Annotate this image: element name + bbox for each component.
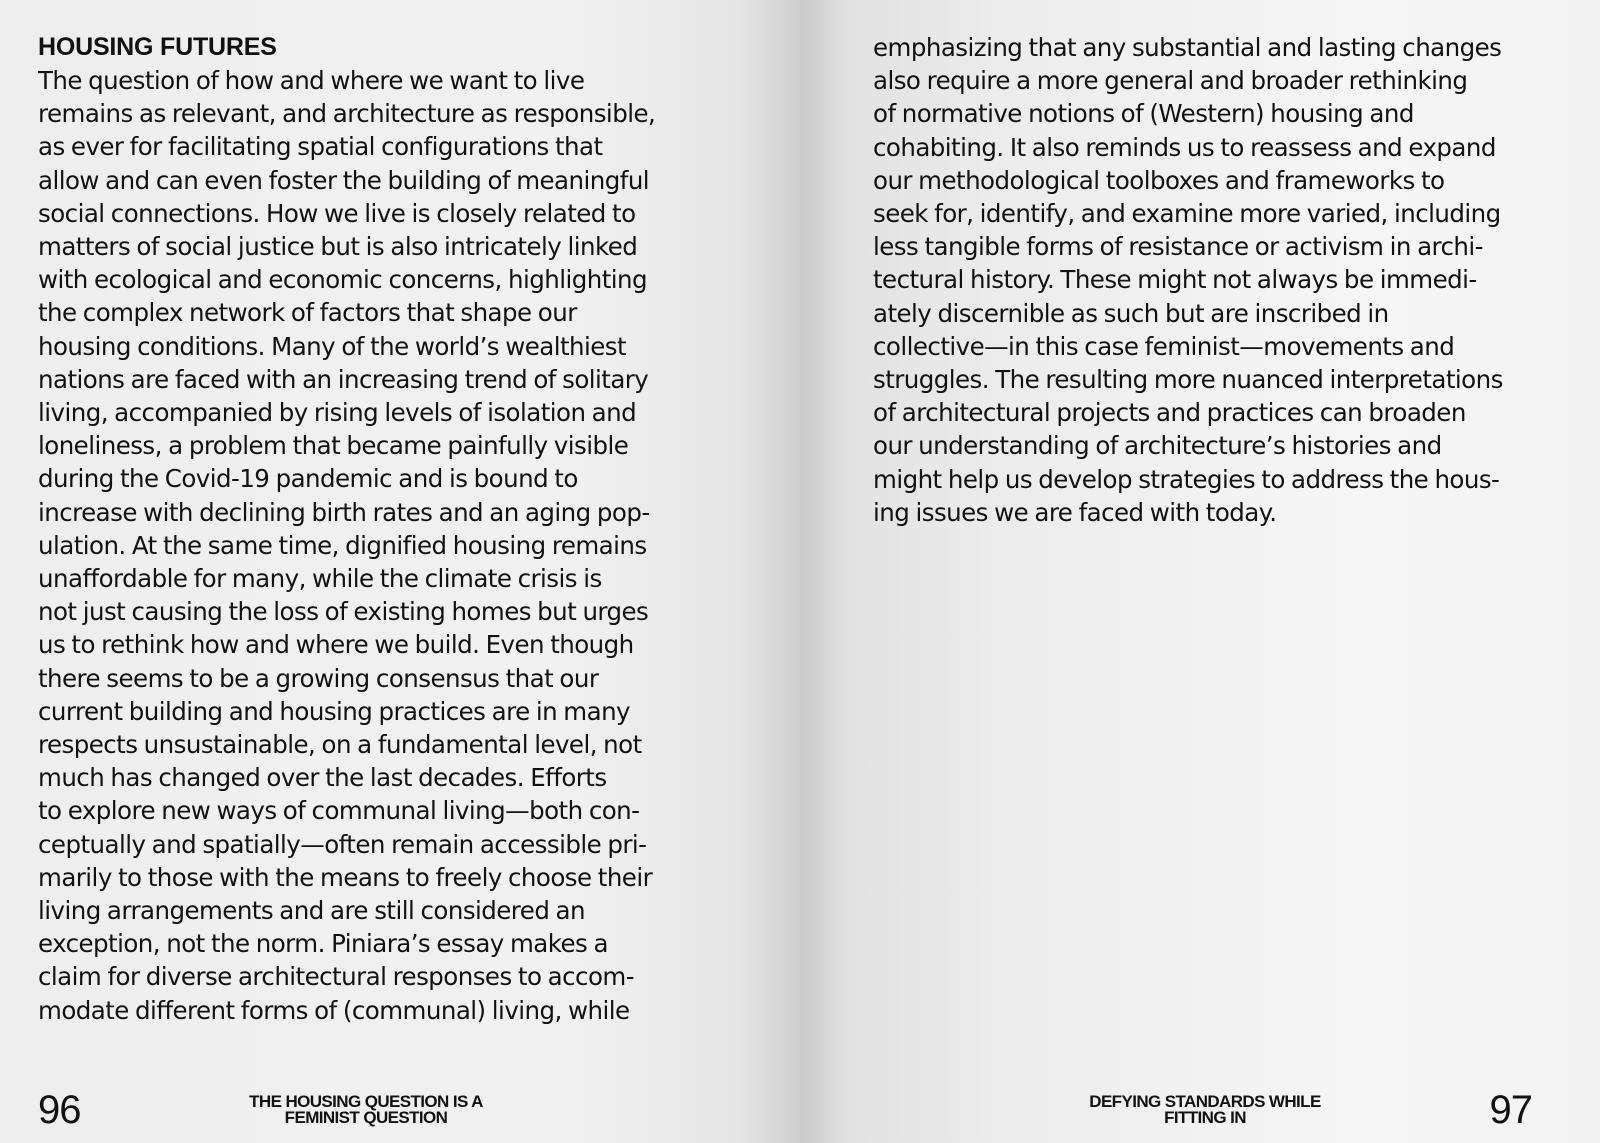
left-body-text [38, 64, 758, 1027]
text-line: matters of social justice but is also intricately linked [38, 232, 638, 262]
running-head-line: DEFYING STANDARDS WHILE [1089, 1092, 1321, 1111]
text-line: remains as relevant, and architecture as responsible, [38, 99, 656, 129]
text-line: struggles. The resulting more nuanced interpretations [873, 365, 1503, 395]
text-line: with ecological and economic concerns, highlighting [38, 265, 647, 295]
running-head-line: FITTING IN [1164, 1108, 1246, 1127]
text-line: the complex network of factors that shape our [38, 298, 577, 328]
text-line: allow and can even foster the building of meaningful [38, 165, 650, 195]
text-line: The question of how and where we want to live [38, 66, 585, 95]
text-line: not just causing the loss of existing homes but urges [38, 597, 649, 627]
text-line: marily to those with the means to freely choose their [38, 862, 653, 892]
text-line: unaffordable for many, while the climate crisis is [38, 564, 602, 594]
text-line: ately discernible as such but are inscribed in [873, 298, 1389, 328]
text-line: as ever for facilitating spatial configurations that [38, 132, 603, 162]
text-line: ing issues we are faced with today. [873, 497, 1277, 527]
text-line: respects unsustainable, on a fundamental level, not [38, 730, 642, 760]
text-line: during the Covid-19 pandemic and is bound to [38, 464, 578, 494]
text-line: ceptually and spatially—often remain accessible pri- [38, 829, 647, 859]
text-line: increase with declining birth rates and an aging pop- [38, 497, 650, 527]
running-head-line: THE HOUSING QUESTION IS A [249, 1092, 483, 1111]
text-line: exception, not the norm. Piniara’s essay makes a [38, 929, 608, 959]
running-head [1025, 1094, 1385, 1126]
text-line: to explore new ways of communal living—both con- [38, 796, 640, 826]
right-body-text [873, 31, 1593, 529]
text-line: living, accompanied by rising levels of isolation and [38, 398, 637, 428]
text-line: of architectural projects and practices can broaden [873, 398, 1466, 428]
section-heading: HOUSING FUTURES [38, 33, 277, 61]
text-line: ulation. At the same time, dignified housing remains [38, 530, 647, 560]
text-line: current building and housing practices are in many [38, 696, 631, 726]
text-line: social connections. How we live is closely related to [38, 198, 636, 228]
text-line: us to rethink how and where we build. Even though [38, 630, 634, 660]
text-line: our methodological toolboxes and frameworks to [873, 165, 1445, 195]
text-line: of normative notions of (Western) housing and [873, 99, 1414, 129]
text-line: our understanding of architecture’s histories and [873, 431, 1442, 461]
text-line: modate different forms of (communal) living, while [38, 995, 630, 1025]
text-line: also require a more general and broader rethinking [873, 66, 1468, 96]
text-line: there seems to be a growing consensus that our [38, 663, 599, 693]
page-number: 96 [38, 1088, 81, 1132]
text-line: claim for diverse architectural responses to accom- [38, 962, 634, 992]
text-line: nations are faced with an increasing trend of solitary [38, 364, 649, 394]
text-line: housing conditions. Many of the world’s wealthiest [38, 331, 627, 361]
running-head-line: FEMINIST QUESTION [284, 1108, 448, 1127]
text-line: much has changed over the last decades. Efforts [38, 763, 607, 793]
text-line: loneliness, a problem that became painfully visible [38, 431, 629, 461]
text-line: might help us develop strategies to address the hous- [873, 464, 1500, 494]
text-line: living arrangements and are still considered an [38, 896, 585, 926]
text-line: collective—in this case feminist—movements and [873, 331, 1455, 361]
text-line: cohabiting. It also reminds us to reassess and expand [873, 132, 1496, 162]
right-page [800, 0, 1600, 1143]
page-number: 97 [1489, 1088, 1532, 1132]
text-line: seek for, identify, and examine more varied, including [873, 199, 1501, 229]
running-head [186, 1094, 546, 1126]
text-line: emphasizing that any substantial and lasting changes [873, 33, 1502, 62]
text-line: less tangible forms of resistance or activism in archi- [873, 232, 1483, 262]
text-line: tectural history. These might not always be immedi- [873, 265, 1477, 295]
